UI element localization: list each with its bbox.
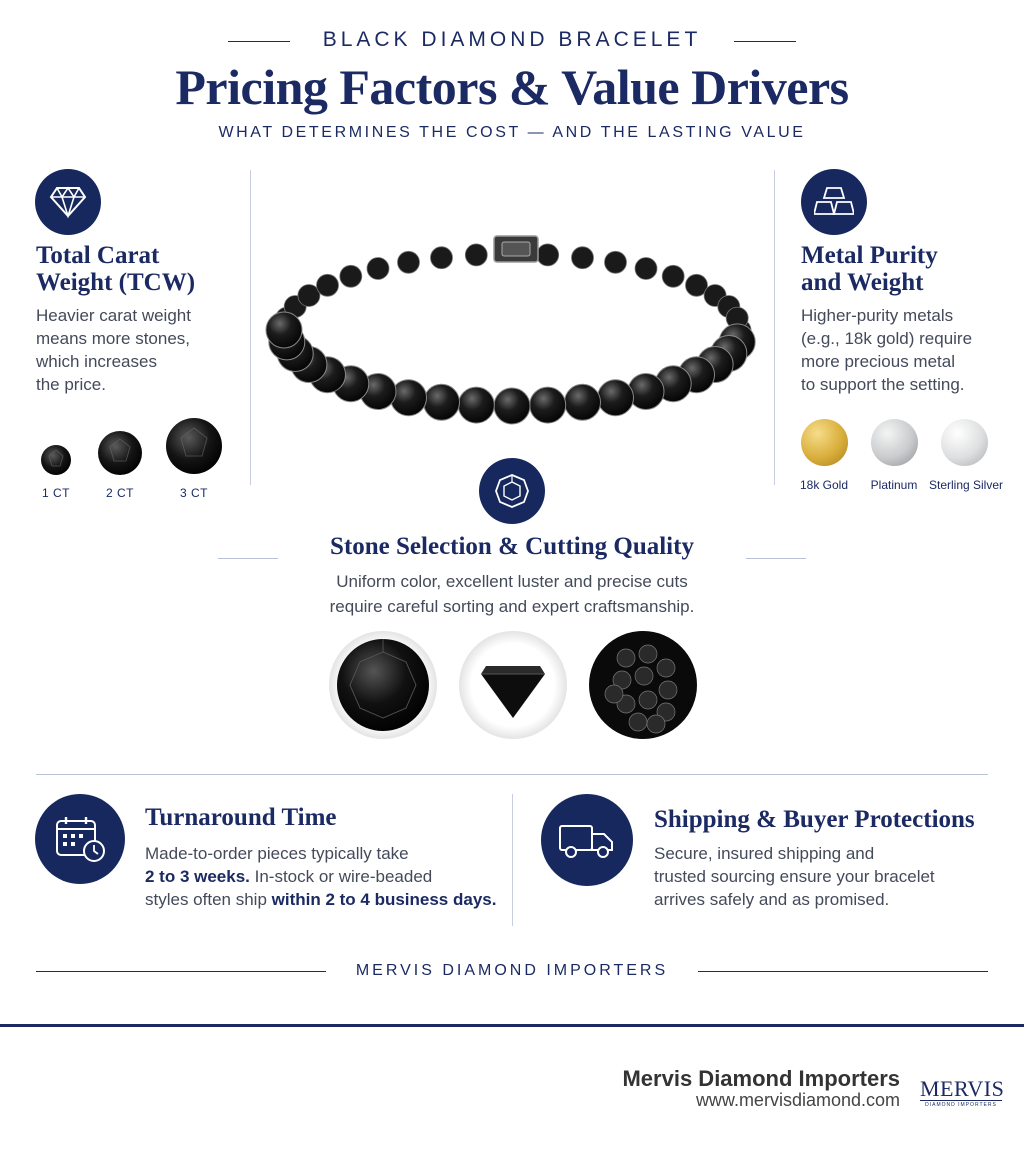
delivery-truck-icon xyxy=(541,794,633,886)
metal-title: Metal Purity and Weight xyxy=(801,242,938,296)
bracelet-bead xyxy=(598,380,634,416)
bracelet-bead xyxy=(565,384,601,420)
carat-title: Total Carat Weight (TCW) xyxy=(36,242,196,296)
brand-url[interactable]: www.mervisdiamond.com xyxy=(695,1090,900,1110)
brand-name: Mervis Diamond Importers xyxy=(622,1066,900,1091)
divider-bottom-center xyxy=(512,794,513,926)
bracelet-bead xyxy=(635,258,657,280)
calendar-clock-icon xyxy=(35,794,125,884)
pile-stone xyxy=(657,659,675,677)
metal-body: Higher-purity metals (e.g., 18k gold) require more precious metal to support the setting. xyxy=(801,306,973,394)
carat-body: Heavier carat weight means more stones, which increases the price. xyxy=(36,306,191,394)
bracelet-bead xyxy=(537,244,559,266)
pile-stone xyxy=(635,667,653,685)
bracelet-bead xyxy=(266,312,302,348)
bracelet-bead xyxy=(317,274,339,296)
pile-stone xyxy=(639,645,657,663)
bracelet-bead xyxy=(424,384,460,420)
bracelet-bead xyxy=(398,251,420,273)
turnaround-body: Made-to-order pieces typically take 2 to 3 weeks. In-stock or wire-beaded styles often ship within 2 to 4 business days. xyxy=(145,844,497,909)
bracelet-bead xyxy=(572,247,594,269)
pile-stone xyxy=(617,649,635,667)
bracelet-image xyxy=(262,226,762,426)
mervis-logo: MERVIS DIAMOND IMPORTERS xyxy=(920,1076,1005,1108)
bracelet-bead xyxy=(494,388,530,424)
stone-3ct xyxy=(166,418,222,474)
section-divider xyxy=(36,774,988,775)
bracelet-bead xyxy=(458,387,494,423)
metal-label-silver: Sterling Silver xyxy=(928,478,1004,492)
bracelet-bead xyxy=(367,258,389,280)
pile-stone xyxy=(629,713,647,731)
stone-label-3ct: 3 CT xyxy=(179,486,208,500)
bracelet-bead xyxy=(530,387,566,423)
pile-stone xyxy=(647,715,665,733)
page-subtitle: WHAT DETERMINES THE COST — AND THE LASTING VALUE xyxy=(218,124,806,141)
turnaround-title: Turnaround Time xyxy=(145,804,337,831)
pile-stone xyxy=(659,681,677,699)
pile-stone xyxy=(639,691,657,709)
divider-left xyxy=(250,170,251,485)
swatch-platinum xyxy=(871,419,918,466)
bracelet-bead xyxy=(628,374,664,410)
pile-stone xyxy=(605,685,623,703)
carat-stones xyxy=(30,410,240,482)
eyebrow-title: BLACK DIAMOND BRACELET xyxy=(322,28,702,51)
shipping-body: Secure, insured shipping and trusted sourcing ensure your bracelet arrives safely and as promised. xyxy=(654,844,935,909)
gem-icon xyxy=(479,458,545,524)
swatch-18k-gold xyxy=(801,419,848,466)
stone-images xyxy=(326,628,700,742)
metal-label-platinum: Platinum xyxy=(870,478,918,492)
swatch-sterling-silver xyxy=(941,419,988,466)
stone-2ct xyxy=(98,431,142,475)
stone-label-1ct: 1 CT xyxy=(41,486,70,500)
stone-label-2ct: 2 CT xyxy=(105,486,134,500)
page-title: Pricing Factors & Value Drivers xyxy=(175,59,849,115)
round-cut-stone xyxy=(329,631,437,739)
diamond-icon xyxy=(35,169,101,235)
stone-selection-title: Stone Selection & Cutting Quality xyxy=(330,533,694,560)
shipping-title: Shipping & Buyer Protections xyxy=(654,806,975,833)
bracelet-bead xyxy=(391,380,427,416)
footer-divider-text: MERVIS DIAMOND IMPORTERS xyxy=(355,962,669,979)
stone-selection-body: Uniform color, excellent luster and precise cuts require careful sorting and expert craftsmanship. xyxy=(329,572,695,616)
bracelet-bead xyxy=(465,244,487,266)
loose-stones-pile xyxy=(589,631,697,739)
bracelet-bead xyxy=(662,265,684,287)
gold-bars-icon xyxy=(801,169,867,235)
divider-right xyxy=(774,170,775,485)
bracelet-bead xyxy=(431,247,453,269)
bracelet-bead xyxy=(340,265,362,287)
bracelet-bead xyxy=(605,251,627,273)
metal-label-gold: 18k Gold xyxy=(799,478,849,492)
profile-cut-stone xyxy=(459,631,567,739)
